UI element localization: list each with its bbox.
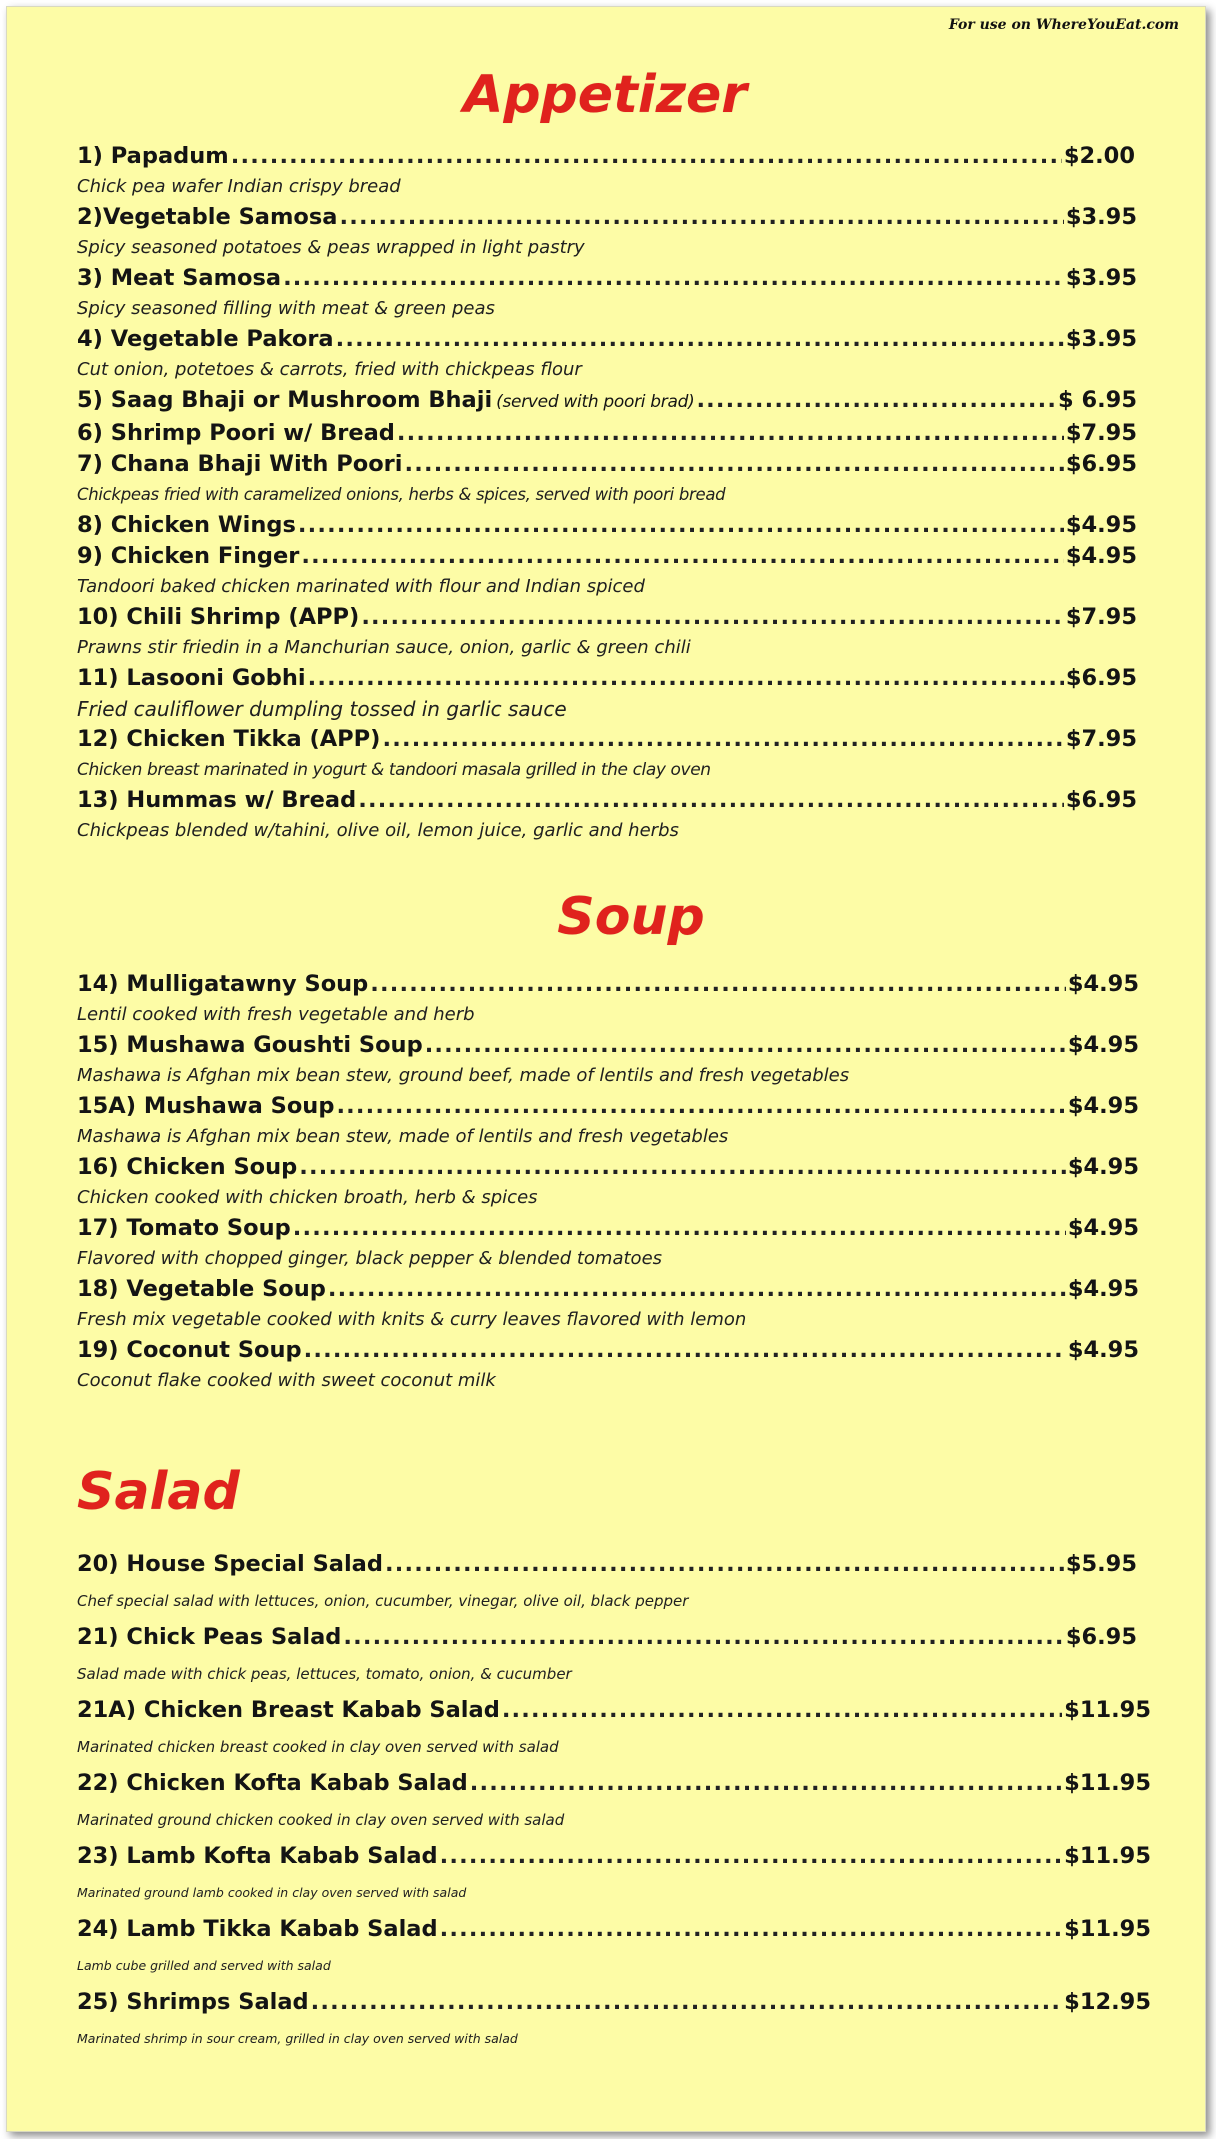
item-price: $ 6.95: [1057, 387, 1137, 413]
dot-leader: [370, 969, 1066, 1000]
dot-leader: [397, 418, 1064, 449]
item-name: 11) Lasooni Gobhi: [77, 665, 306, 691]
item-name: 13) Hummas w/ Bread: [77, 787, 357, 813]
menu-item: [77, 1913, 1151, 1986]
dot-leader: [440, 1840, 1063, 1873]
item-name: 21) Chick Peas Salad: [77, 1624, 342, 1650]
salad-section: [77, 1462, 1151, 2059]
dot-leader: [358, 785, 1064, 816]
dot-leader: [299, 1152, 1066, 1183]
item-name: 21A) Chicken Breast Kabab Salad: [77, 1697, 500, 1723]
dot-leader: [361, 602, 1064, 633]
menu-item: [77, 1213, 1139, 1274]
item-name: 22) Chicken Kofta Kabab Salad: [77, 1770, 468, 1796]
item-description: Marinated chicken breast cooked in clay oven served with salad: [77, 1738, 559, 1756]
item-description: Prawns stir friedin in a Manchurian sauce, onion, garlic & green chili: [77, 637, 691, 658]
item-note: (served with poori brad): [496, 392, 695, 412]
dot-leader: [343, 1621, 1063, 1654]
item-description: Fresh mix vegetable cooked with knits & curry leaves flavored with lemon: [77, 1309, 747, 1330]
item-name: 12) Chicken Tikka (APP): [77, 726, 381, 752]
item-price: $6.95: [1065, 451, 1137, 477]
item-name: 15A) Mushawa Soup: [77, 1093, 335, 1119]
dot-leader: [440, 1913, 1063, 1946]
dot-leader: [382, 724, 1063, 755]
item-price: $4.95: [1067, 1215, 1139, 1241]
menu-item: [77, 385, 1137, 418]
item-name: 9) Chicken Finger: [77, 543, 300, 569]
dot-leader: [336, 324, 1064, 355]
item-name: 10) Chili Shrimp (APP): [77, 604, 360, 630]
menu-item: [77, 1274, 1139, 1335]
dot-leader: [301, 541, 1063, 572]
item-price: $3.95: [1065, 204, 1137, 230]
menu-item: [77, 663, 1137, 724]
item-price: $4.95: [1067, 1154, 1139, 1180]
section-title-appetizer: Appetizer: [463, 65, 747, 125]
item-price: $4.95: [1067, 1032, 1139, 1058]
item-price: $4.95: [1067, 1276, 1139, 1302]
dot-leader: [336, 1091, 1065, 1122]
item-price: $2.00: [1063, 143, 1135, 169]
item-price: $3.95: [1065, 265, 1137, 291]
item-description: Spicy seasoned filling with meat & green peas: [77, 298, 495, 319]
dot-leader: [339, 202, 1063, 233]
menu-item: [77, 449, 1137, 510]
item-price: $11.95: [1064, 1916, 1151, 1942]
dot-leader: [231, 141, 1062, 172]
item-description: Chickpeas fried with caramelized onions, herbs & spices, served with poori bread: [77, 485, 726, 504]
item-name: 23) Lamb Kofta Kabab Salad: [77, 1843, 438, 1869]
item-description: Marinated ground lamb cooked in clay oven served with salad: [77, 1885, 467, 1900]
item-name: 1) Papadum: [77, 143, 229, 169]
item-name: 20) House Special Salad: [77, 1551, 383, 1577]
menu-item: [77, 1621, 1151, 1694]
item-description: Lentil cooked with fresh vegetable and herb: [77, 1004, 475, 1025]
dot-leader: [502, 1694, 1062, 1727]
item-name: 19) Coconut Soup: [77, 1337, 302, 1363]
section-title-salad: Salad: [77, 1462, 240, 1522]
item-description: Lamb cube grilled and served with salad: [77, 1958, 331, 1973]
dot-leader: [385, 1548, 1064, 1581]
dot-leader: [696, 385, 1056, 416]
item-description: Tandoori baked chicken marinated with flour and Indian spiced: [77, 576, 645, 597]
item-description: Chef special salad with lettuces, onion, cucumber, vinegar, olive oil, black pepper: [77, 1592, 689, 1610]
item-description: Chicken cooked with chicken broath, herb & spices: [77, 1187, 538, 1208]
menu-item: [77, 785, 1137, 846]
site-credit: For use on WhereYouEat.com: [948, 17, 1179, 33]
dot-leader: [425, 1030, 1066, 1061]
item-price: $5.95: [1065, 1551, 1137, 1577]
item-price: $3.95: [1065, 326, 1137, 352]
section-title-soup: Soup: [557, 887, 705, 947]
item-description: Chicken breast marinated in yogurt & tandoori masala grilled in the clay oven: [77, 760, 711, 780]
item-price: $12.95: [1064, 1989, 1151, 2015]
appetizer-section: [77, 65, 1139, 846]
item-name: 3) Meat Samosa: [77, 265, 282, 291]
dot-leader: [328, 1274, 1066, 1305]
item-price: $4.95: [1067, 1093, 1139, 1119]
item-price: $4.95: [1065, 543, 1137, 569]
item-description: Flavored with chopped ginger, black pepper & blended tomatoes: [77, 1248, 663, 1269]
item-name: 15) Mushawa Goushti Soup: [77, 1032, 423, 1058]
menu-item: [77, 1767, 1151, 1840]
soup-section: [77, 887, 1139, 1396]
menu-item: [77, 1986, 1151, 2059]
menu-item: [77, 541, 1137, 602]
dot-leader: [470, 1767, 1062, 1800]
menu-item: [77, 141, 1137, 202]
menu-item: [77, 1694, 1151, 1767]
dot-leader: [304, 1335, 1066, 1366]
item-description: Mashawa is Afghan mix bean stew, ground beef, made of lentils and fresh vegetables: [77, 1065, 850, 1086]
menu-page: [6, 6, 1206, 2132]
menu-item: [77, 202, 1137, 263]
item-description: Mashawa is Afghan mix bean stew, made of lentils and fresh vegetables: [77, 1126, 729, 1147]
item-name: 2)Vegetable Samosa: [77, 204, 338, 230]
menu-item: [77, 418, 1137, 449]
item-price: $11.95: [1064, 1697, 1151, 1723]
menu-item: [77, 324, 1137, 385]
item-price: $4.95: [1067, 971, 1139, 997]
menu-item: [77, 510, 1137, 541]
item-description: Cut onion, potetoes & carrots, fried with chickpeas flour: [77, 359, 582, 380]
item-name: 4) Vegetable Pakora: [77, 326, 334, 352]
item-price: $7.95: [1065, 420, 1137, 446]
item-description: Fried cauliflower dumpling tossed in garlic sauce: [77, 697, 567, 721]
item-description: Salad made with chick peas, lettuces, tomato, onion, & cucumber: [77, 1665, 572, 1683]
dot-leader: [308, 663, 1064, 694]
item-price: $7.95: [1065, 726, 1137, 752]
menu-item: [77, 1335, 1139, 1396]
item-price: $6.95: [1065, 787, 1137, 813]
item-description: Coconut flake cooked with sweet coconut milk: [77, 1370, 496, 1391]
item-name: 8) Chicken Wings: [77, 512, 296, 538]
item-name: 5) Saag Bhaji or Mushroom Bhaji: [77, 387, 493, 413]
item-name: 17) Tomato Soup: [77, 1215, 291, 1241]
item-price: $11.95: [1064, 1843, 1151, 1869]
menu-item: [77, 724, 1137, 785]
item-name: 18) Vegetable Soup: [77, 1276, 326, 1302]
item-price: $7.95: [1065, 604, 1137, 630]
item-price: $4.95: [1067, 1337, 1139, 1363]
item-name: 14) Mulligatawny Soup: [77, 971, 369, 997]
dot-leader: [311, 1986, 1063, 2019]
item-price: $6.95: [1065, 1624, 1137, 1650]
item-name: 16) Chicken Soup: [77, 1154, 298, 1180]
menu-item: [77, 969, 1139, 1030]
item-name: 6) Shrimp Poori w/ Bread: [77, 420, 395, 446]
item-description: Marinated ground chicken cooked in clay oven served with salad: [77, 1811, 565, 1829]
menu-item: [77, 1840, 1151, 1913]
menu-item: [77, 1091, 1139, 1152]
item-description: Chick pea wafer Indian crispy bread: [77, 176, 401, 197]
menu-item: [77, 1030, 1139, 1091]
menu-item: [77, 263, 1137, 324]
item-price: $11.95: [1064, 1770, 1151, 1796]
menu-item: [77, 1152, 1139, 1213]
dot-leader: [298, 510, 1064, 541]
menu-item: [77, 1548, 1151, 1621]
item-name: 25) Shrimps Salad: [77, 1989, 309, 2015]
item-description: Chickpeas blended w/tahini, olive oil, lemon juice, garlic and herbs: [77, 820, 679, 841]
item-price: $4.95: [1065, 512, 1137, 538]
item-description: Spicy seasoned potatoes & peas wrapped in light pastry: [77, 237, 585, 258]
item-name: 7) Chana Bhaji With Poori: [77, 451, 403, 477]
item-price: $6.95: [1065, 665, 1137, 691]
dot-leader: [283, 263, 1064, 294]
menu-item: [77, 602, 1137, 663]
item-name: 24) Lamb Tikka Kabab Salad: [77, 1916, 438, 1942]
dot-leader: [404, 449, 1063, 480]
dot-leader: [293, 1213, 1066, 1244]
item-description: Marinated shrimp in sour cream, grilled in clay oven served with salad: [77, 2031, 518, 2046]
